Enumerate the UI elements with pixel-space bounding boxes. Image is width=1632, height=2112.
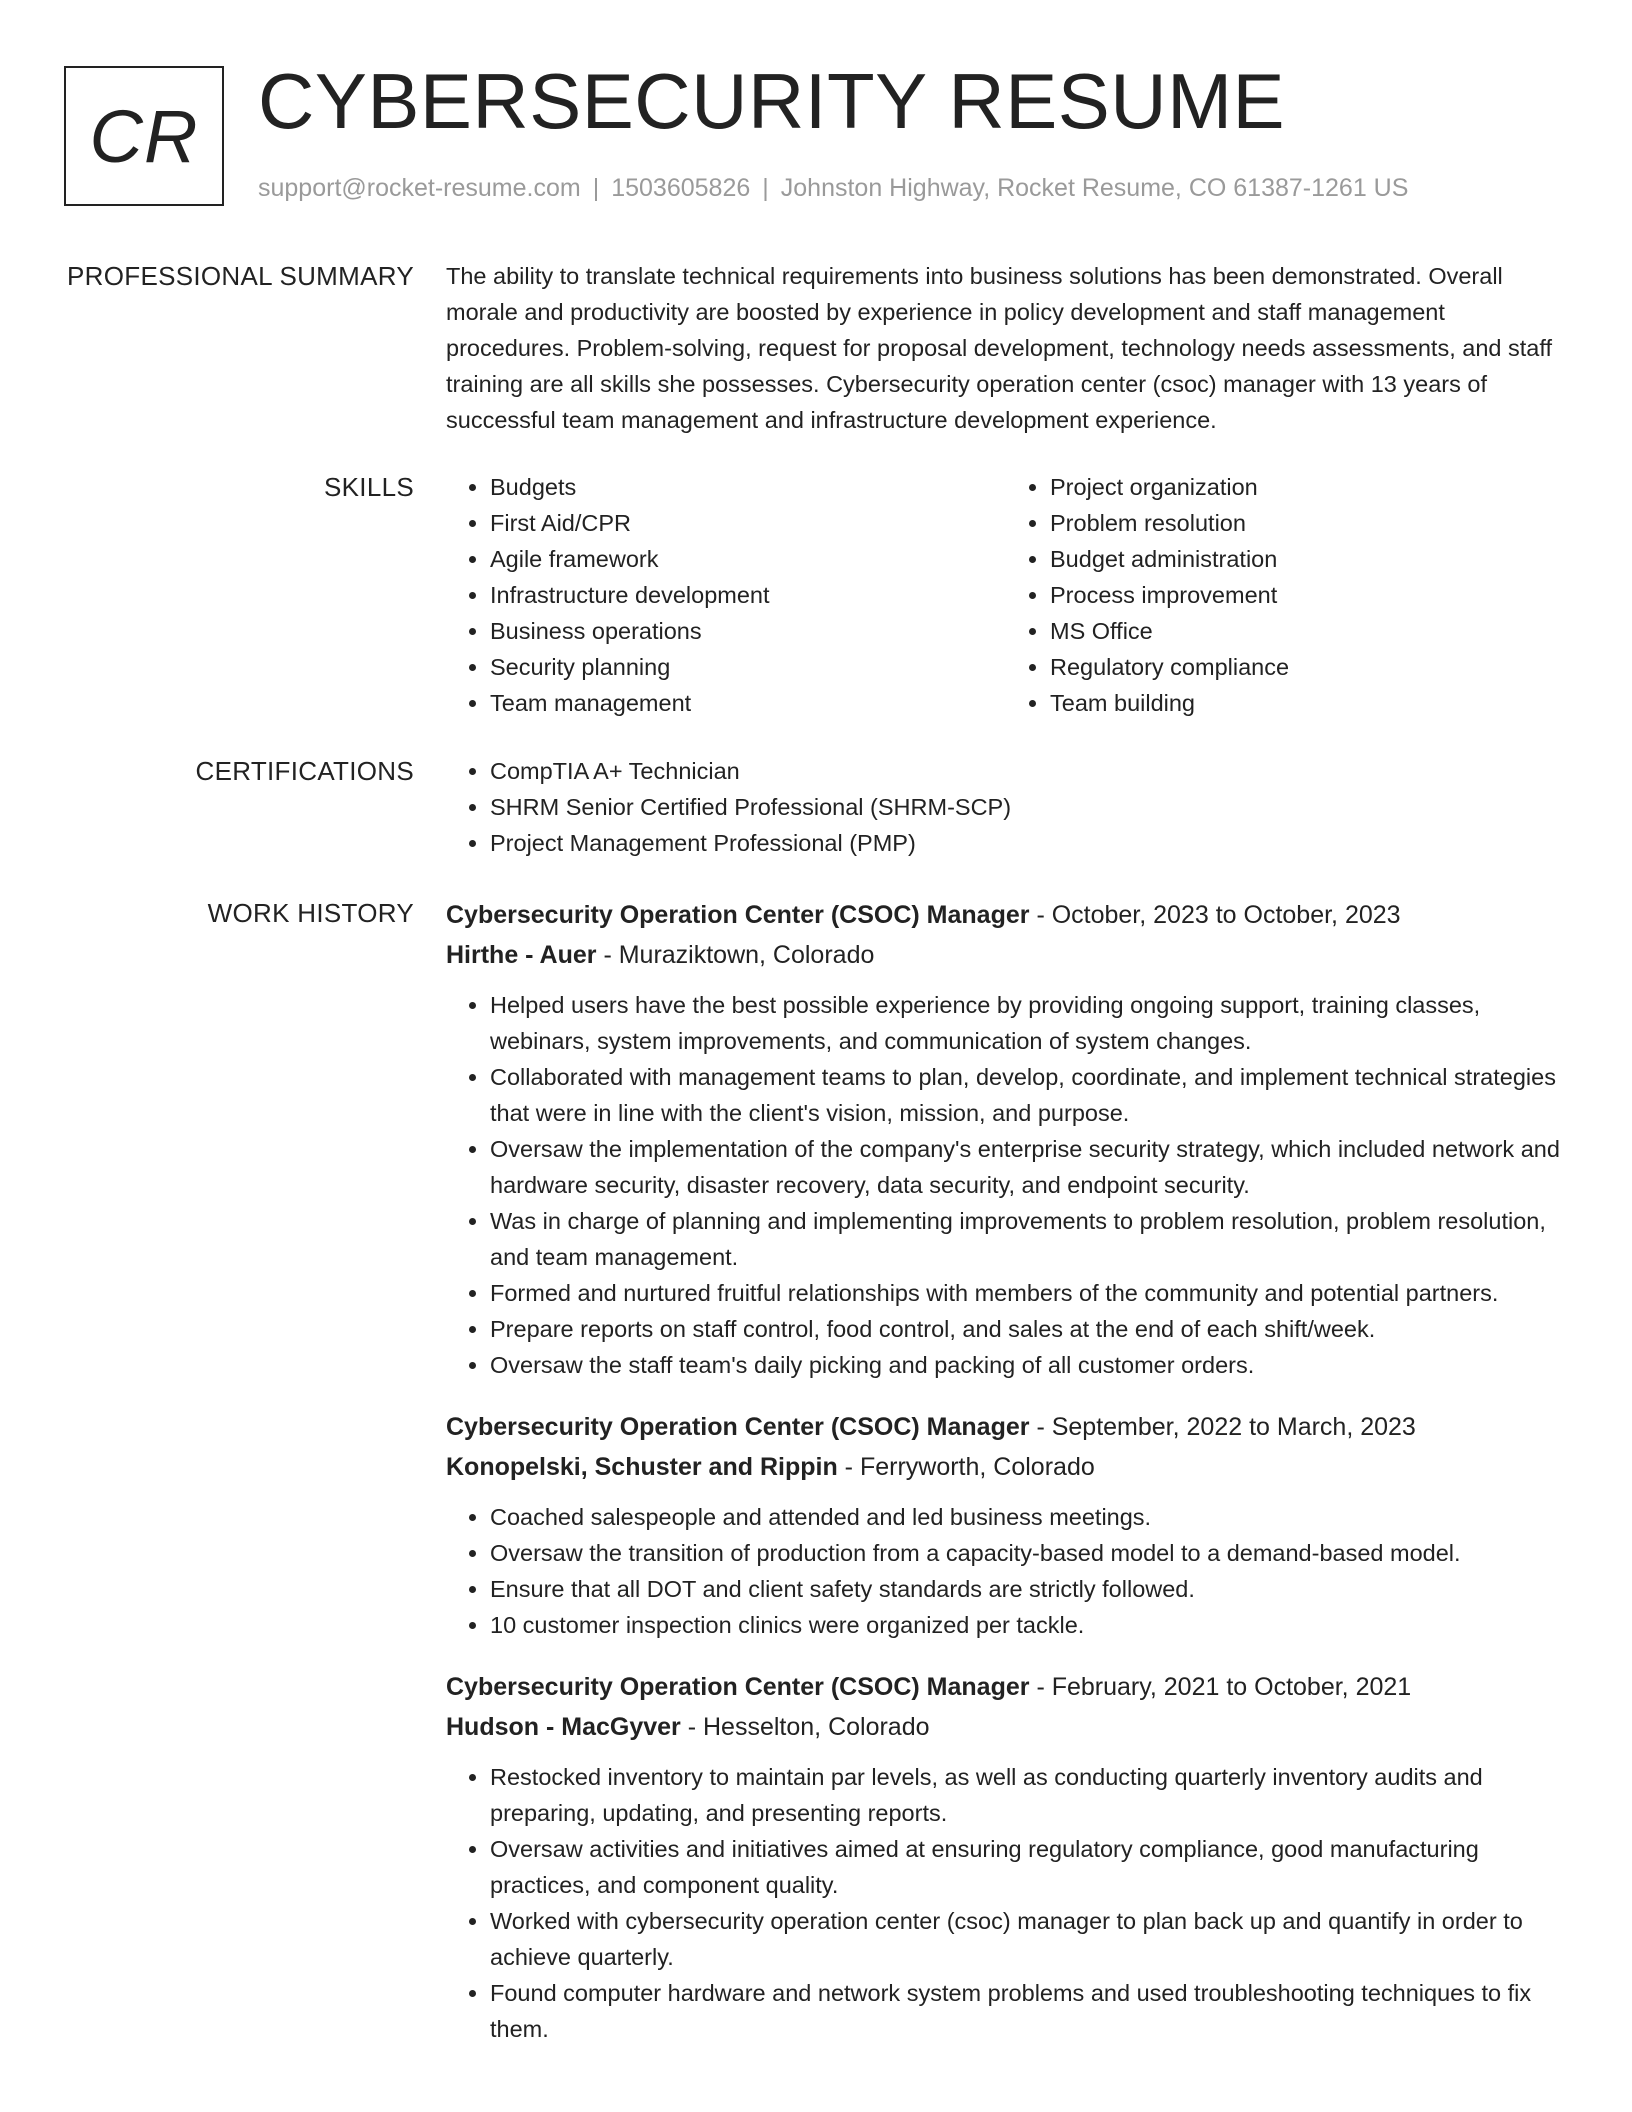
job-title-line — [446, 895, 1566, 935]
summary-text: The ability to translate technical requirements into business solutions has been demonstrated. Overall morale and productivity are boosted by experience in policy development and staff management procedures. Problem-solving, request for proposal development, technology needs assessments, and staff training are all skills she possesses. Cybersecurity operation center (csoc) manager with 13 years of successful team management and infrastructure development experience. — [446, 263, 1552, 433]
skill-item: • Regulatory compliance — [1050, 649, 1566, 685]
job-entry — [446, 895, 1566, 1383]
job-bullet: • Coached salespeople and attended and led business meetings. — [490, 1499, 1566, 1535]
job-dates: - September, 2022 to March, 2023 — [1036, 1413, 1416, 1441]
section-label-work-history: WORK HISTORY — [207, 898, 414, 928]
job-bullet: • Worked with cybersecurity operation center (csoc) manager to plan back up and quantify in order to achieve quarterly. — [490, 1903, 1566, 1975]
job-location: - Hesselton, Colorado — [687, 1713, 930, 1741]
work-history-body — [446, 895, 1566, 2071]
contact-separator: | — [592, 174, 600, 202]
skill-item: • Problem resolution — [1050, 505, 1566, 541]
job-bullet: • Formed and nurtured fruitful relationships with members of the community and potential partners. — [490, 1275, 1566, 1311]
job-bullet: • 10 customer inspection clinics were organized per tackle. — [490, 1607, 1566, 1643]
skill-item: • Budgets — [490, 469, 1006, 505]
job-entry — [446, 1667, 1566, 2047]
job-dates: - October, 2023 to October, 2023 — [1036, 901, 1401, 929]
job-bullet: • Oversaw activities and initiatives aimed at ensuring regulatory compliance, good manufacturing practices, and component quality. — [490, 1831, 1566, 1903]
skill-item: • Budget administration — [1050, 541, 1566, 577]
job-company-line — [446, 1707, 1566, 1747]
skills-column-right — [1006, 469, 1566, 721]
contact-email[interactable]: support@rocket-resume.com — [258, 174, 581, 202]
job-title-line — [446, 1667, 1566, 1707]
job-bullet: • Prepare reports on staff control, food control, and sales at the end of each shift/week. — [490, 1311, 1566, 1347]
job-entry — [446, 1407, 1566, 1643]
job-bullet: • Oversaw the implementation of the company's enterprise security strategy, which included network and hardware security, disaster recovery, data security, and endpoint security. — [490, 1131, 1566, 1203]
certification-item: • SHRM Senior Certified Professional (SHRM-SCP) — [490, 789, 1566, 825]
contact-phone[interactable]: 1503605826 — [611, 174, 751, 202]
contact-address: Johnston Highway, Rocket Resume, CO 61387-1261 US — [780, 174, 1409, 202]
summary-body — [446, 258, 1566, 438]
certification-item: • Project Management Professional (PMP) — [490, 825, 1566, 861]
job-dates: - February, 2021 to October, 2021 — [1036, 1673, 1412, 1701]
job-bullets — [446, 1759, 1566, 2047]
skill-item: • Process improvement — [1050, 577, 1566, 613]
section-label-certifications: CERTIFICATIONS — [195, 756, 414, 786]
section-label-skills: SKILLS — [324, 472, 414, 502]
page-title: CYBERSECURITY RESUME — [258, 57, 1286, 145]
job-title: Cybersecurity Operation Center (CSOC) Manager — [446, 901, 1030, 929]
job-bullet: • Collaborated with management teams to plan, develop, coordinate, and implement technical strategies that were in line with the client's vision, mission, and purpose. — [490, 1059, 1566, 1131]
job-bullet: • Ensure that all DOT and client safety standards are strictly followed. — [490, 1571, 1566, 1607]
skill-item: • Infrastructure development — [490, 577, 1006, 613]
skills-column-left — [446, 469, 1006, 721]
job-bullet: • Oversaw the staff team's daily picking and packing of all customer orders. — [490, 1347, 1566, 1383]
skill-item: • First Aid/CPR — [490, 505, 1006, 541]
skill-item: • Business operations — [490, 613, 1006, 649]
certifications-list — [446, 753, 1566, 861]
certifications-body — [446, 753, 1566, 861]
job-bullets — [446, 987, 1566, 1383]
job-location: - Ferryworth, Colorado — [844, 1453, 1095, 1481]
job-title: Cybersecurity Operation Center (CSOC) Manager — [446, 1413, 1030, 1441]
job-bullet: • Helped users have the best possible experience by providing ongoing support, training classes, webinars, system improvements, and communication of system changes. — [490, 987, 1566, 1059]
section-label-summary: PROFESSIONAL SUMMARY — [67, 261, 414, 291]
job-company-line — [446, 1447, 1566, 1487]
job-bullet: • Oversaw the transition of production from a capacity-based model to a demand-based model. — [490, 1535, 1566, 1571]
monogram-logo: CR — [64, 66, 224, 206]
job-company: Hirthe - Auer — [446, 941, 597, 969]
skill-item: • MS Office — [1050, 613, 1566, 649]
job-title: Cybersecurity Operation Center (CSOC) Manager — [446, 1673, 1030, 1701]
job-bullet: • Found computer hardware and network system problems and used troubleshooting techniques to fix them. — [490, 1975, 1566, 2047]
job-company: Konopelski, Schuster and Rippin — [446, 1453, 838, 1481]
skills-list — [446, 469, 1566, 721]
job-company-line — [446, 935, 1566, 975]
skill-item: • Team building — [1050, 685, 1566, 721]
job-title-line — [446, 1407, 1566, 1447]
job-bullets — [446, 1499, 1566, 1643]
job-location: - Muraziktown, Colorado — [603, 941, 875, 969]
job-bullet: • Was in charge of planning and implementing improvements to problem resolution, problem resolution, and team management. — [490, 1203, 1566, 1275]
skill-item: • Team management — [490, 685, 1006, 721]
job-bullet: • Restocked inventory to maintain par levels, as well as conducting quarterly inventory audits and preparing, updating, and presenting reports. — [490, 1759, 1566, 1831]
skill-item: • Security planning — [490, 649, 1006, 685]
skill-item: • Agile framework — [490, 541, 1006, 577]
job-company: Hudson - MacGyver — [446, 1713, 681, 1741]
certification-item: • CompTIA A+ Technician — [490, 753, 1566, 789]
contact-separator: | — [762, 174, 769, 202]
skill-item: • Project organization — [1050, 469, 1566, 505]
contact-line — [258, 174, 1408, 203]
